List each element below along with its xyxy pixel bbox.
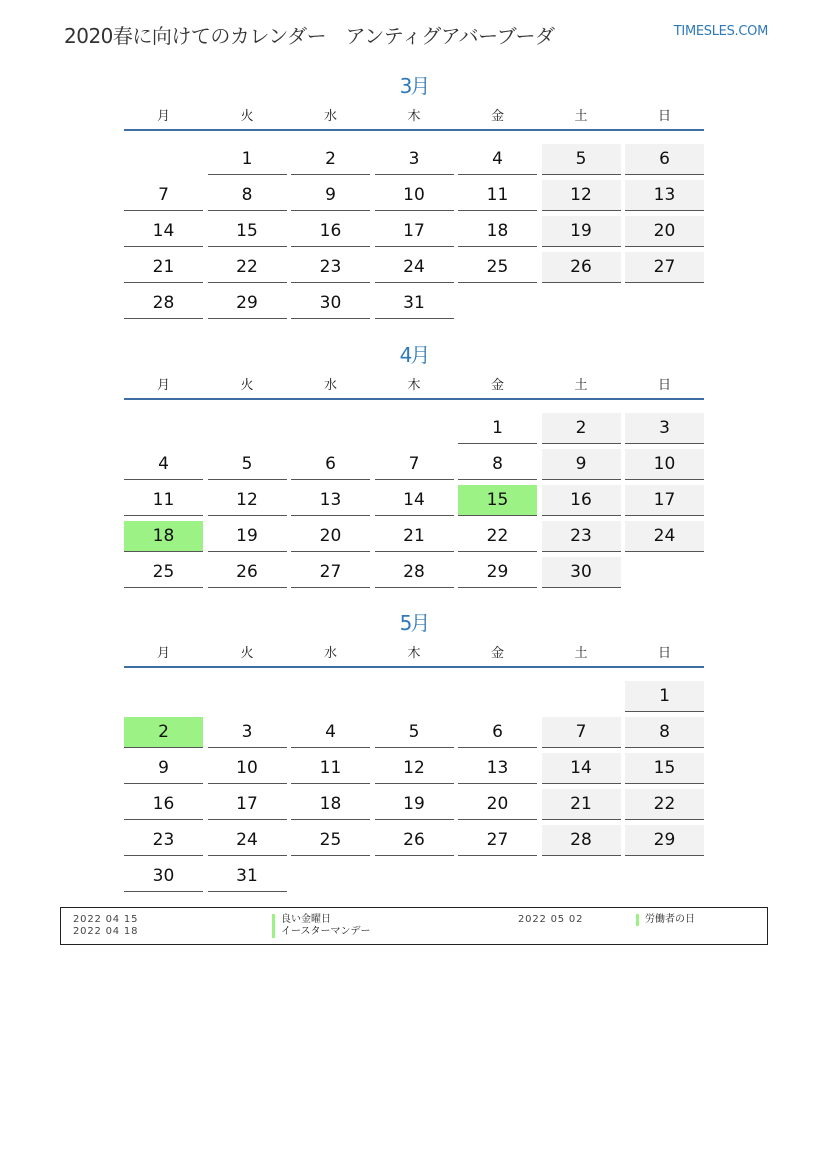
day-cell: 12 xyxy=(208,485,287,516)
weekday-header: 日 xyxy=(657,109,671,124)
day-cell: 1 xyxy=(625,681,704,712)
day-cell: 29 xyxy=(208,288,287,319)
weekday-header: 水 xyxy=(323,646,337,661)
weekday-header: 金 xyxy=(490,109,504,124)
weekday-header: 火 xyxy=(240,109,254,124)
day-cell: 17 xyxy=(625,485,704,516)
day-cell: 23 xyxy=(291,252,370,283)
day-cell: 30 xyxy=(542,557,621,588)
day-cell: 6 xyxy=(458,717,537,748)
day-cell: 19 xyxy=(208,521,287,552)
day-cell: 7 xyxy=(542,717,621,748)
day-cell: 8 xyxy=(625,717,704,748)
day-cell: 8 xyxy=(458,449,537,480)
day-cell: 15 xyxy=(625,753,704,784)
day-cell: 20 xyxy=(625,216,704,247)
legend-date: 2022 04 15 xyxy=(73,914,139,925)
day-cell: 27 xyxy=(625,252,704,283)
day-cell: 3 xyxy=(208,717,287,748)
day-cell: 1 xyxy=(458,413,537,444)
day-cell: 12 xyxy=(542,180,621,211)
day-cell: 24 xyxy=(208,825,287,856)
site-link[interactable]: TIMESLES.COM xyxy=(673,24,768,39)
weekday-header: 火 xyxy=(240,378,254,393)
weekday-header: 土 xyxy=(574,378,588,393)
month-title: 3月 xyxy=(399,74,429,98)
day-cell: 17 xyxy=(208,789,287,820)
day-cell: 19 xyxy=(542,216,621,247)
weekday-header: 日 xyxy=(657,646,671,661)
day-cell: 26 xyxy=(375,825,454,856)
month-title: 5月 xyxy=(399,611,429,635)
weekday-header: 土 xyxy=(574,646,588,661)
month-title: 4月 xyxy=(399,343,429,367)
header-rule xyxy=(124,129,704,131)
day-cell: 22 xyxy=(208,252,287,283)
day-cell: 10 xyxy=(208,753,287,784)
legend-holiday-name: イースターマンデー xyxy=(272,926,371,938)
day-cell: 1 xyxy=(208,144,287,175)
day-cell: 4 xyxy=(124,449,203,480)
header xyxy=(64,20,768,48)
day-cell: 3 xyxy=(625,413,704,444)
day-cell: 15 xyxy=(208,216,287,247)
day-cell: 21 xyxy=(375,521,454,552)
day-cell: 17 xyxy=(375,216,454,247)
day-cell: 11 xyxy=(291,753,370,784)
day-cell: 26 xyxy=(208,557,287,588)
weekday-header: 土 xyxy=(574,109,588,124)
day-cell: 20 xyxy=(291,521,370,552)
day-cell: 5 xyxy=(375,717,454,748)
day-cell: 20 xyxy=(458,789,537,820)
day-cell: 4 xyxy=(458,144,537,175)
day-cell: 24 xyxy=(375,252,454,283)
day-cell: 13 xyxy=(458,753,537,784)
day-cell: 16 xyxy=(291,216,370,247)
day-cell: 29 xyxy=(625,825,704,856)
day-cell: 14 xyxy=(124,216,203,247)
day-cell: 13 xyxy=(625,180,704,211)
day-cell: 3 xyxy=(375,144,454,175)
day-cell: 21 xyxy=(542,789,621,820)
day-cell: 13 xyxy=(291,485,370,516)
day-cell: 9 xyxy=(291,180,370,211)
day-cell: 14 xyxy=(375,485,454,516)
day-cell: 2 xyxy=(542,413,621,444)
day-cell: 28 xyxy=(124,288,203,319)
header-rule xyxy=(124,666,704,668)
day-cell: 2 xyxy=(291,144,370,175)
day-cell: 10 xyxy=(625,449,704,480)
day-cell: 23 xyxy=(542,521,621,552)
day-cell: 14 xyxy=(542,753,621,784)
holiday-legend xyxy=(60,907,768,945)
day-cell: 12 xyxy=(375,753,454,784)
day-cell: 7 xyxy=(375,449,454,480)
day-cell: 25 xyxy=(124,557,203,588)
weekday-header: 木 xyxy=(407,378,421,393)
day-cell: 25 xyxy=(291,825,370,856)
weekday-header: 月 xyxy=(156,646,170,661)
day-cell: 8 xyxy=(208,180,287,211)
header-rule xyxy=(124,398,704,400)
day-cell: 21 xyxy=(124,252,203,283)
day-cell: 31 xyxy=(375,288,454,319)
day-cell: 30 xyxy=(291,288,370,319)
day-cell: 15 xyxy=(458,485,537,516)
day-cell: 16 xyxy=(542,485,621,516)
day-cell: 5 xyxy=(542,144,621,175)
day-cell: 27 xyxy=(458,825,537,856)
day-cell: 23 xyxy=(124,825,203,856)
day-cell: 22 xyxy=(625,789,704,820)
day-cell: 9 xyxy=(124,753,203,784)
day-cell: 2 xyxy=(124,717,203,748)
weekday-header: 火 xyxy=(240,646,254,661)
day-cell: 9 xyxy=(542,449,621,480)
day-cell: 11 xyxy=(458,180,537,211)
day-cell: 28 xyxy=(375,557,454,588)
legend-date: 2022 05 02 xyxy=(518,914,584,925)
day-cell: 24 xyxy=(625,521,704,552)
day-cell: 29 xyxy=(458,557,537,588)
day-cell: 18 xyxy=(291,789,370,820)
day-cell: 10 xyxy=(375,180,454,211)
day-cell: 30 xyxy=(124,861,203,892)
weekday-header: 水 xyxy=(323,109,337,124)
day-cell: 25 xyxy=(458,252,537,283)
weekday-header: 金 xyxy=(490,646,504,661)
day-cell: 11 xyxy=(124,485,203,516)
page-title: 2020春に向けてのカレンダー アンティグアバーブーダ xyxy=(64,24,555,48)
day-cell: 7 xyxy=(124,180,203,211)
weekday-header: 日 xyxy=(657,378,671,393)
day-cell: 31 xyxy=(208,861,287,892)
weekday-header: 木 xyxy=(407,646,421,661)
day-cell: 27 xyxy=(291,557,370,588)
weekday-header: 金 xyxy=(490,378,504,393)
day-cell: 6 xyxy=(291,449,370,480)
day-cell: 19 xyxy=(375,789,454,820)
day-cell: 28 xyxy=(542,825,621,856)
day-cell: 5 xyxy=(208,449,287,480)
legend-holiday-name: 良い金曜日 xyxy=(272,914,331,926)
day-cell: 22 xyxy=(458,521,537,552)
legend-holiday-name: 労働者の日 xyxy=(636,914,695,926)
weekday-header: 月 xyxy=(156,378,170,393)
legend-date: 2022 04 18 xyxy=(73,926,139,937)
day-cell: 4 xyxy=(291,717,370,748)
day-cell: 16 xyxy=(124,789,203,820)
day-cell: 26 xyxy=(542,252,621,283)
weekday-header: 水 xyxy=(323,378,337,393)
weekday-header: 月 xyxy=(156,109,170,124)
day-cell: 6 xyxy=(625,144,704,175)
day-cell: 18 xyxy=(124,521,203,552)
day-cell: 18 xyxy=(458,216,537,247)
weekday-header: 木 xyxy=(407,109,421,124)
